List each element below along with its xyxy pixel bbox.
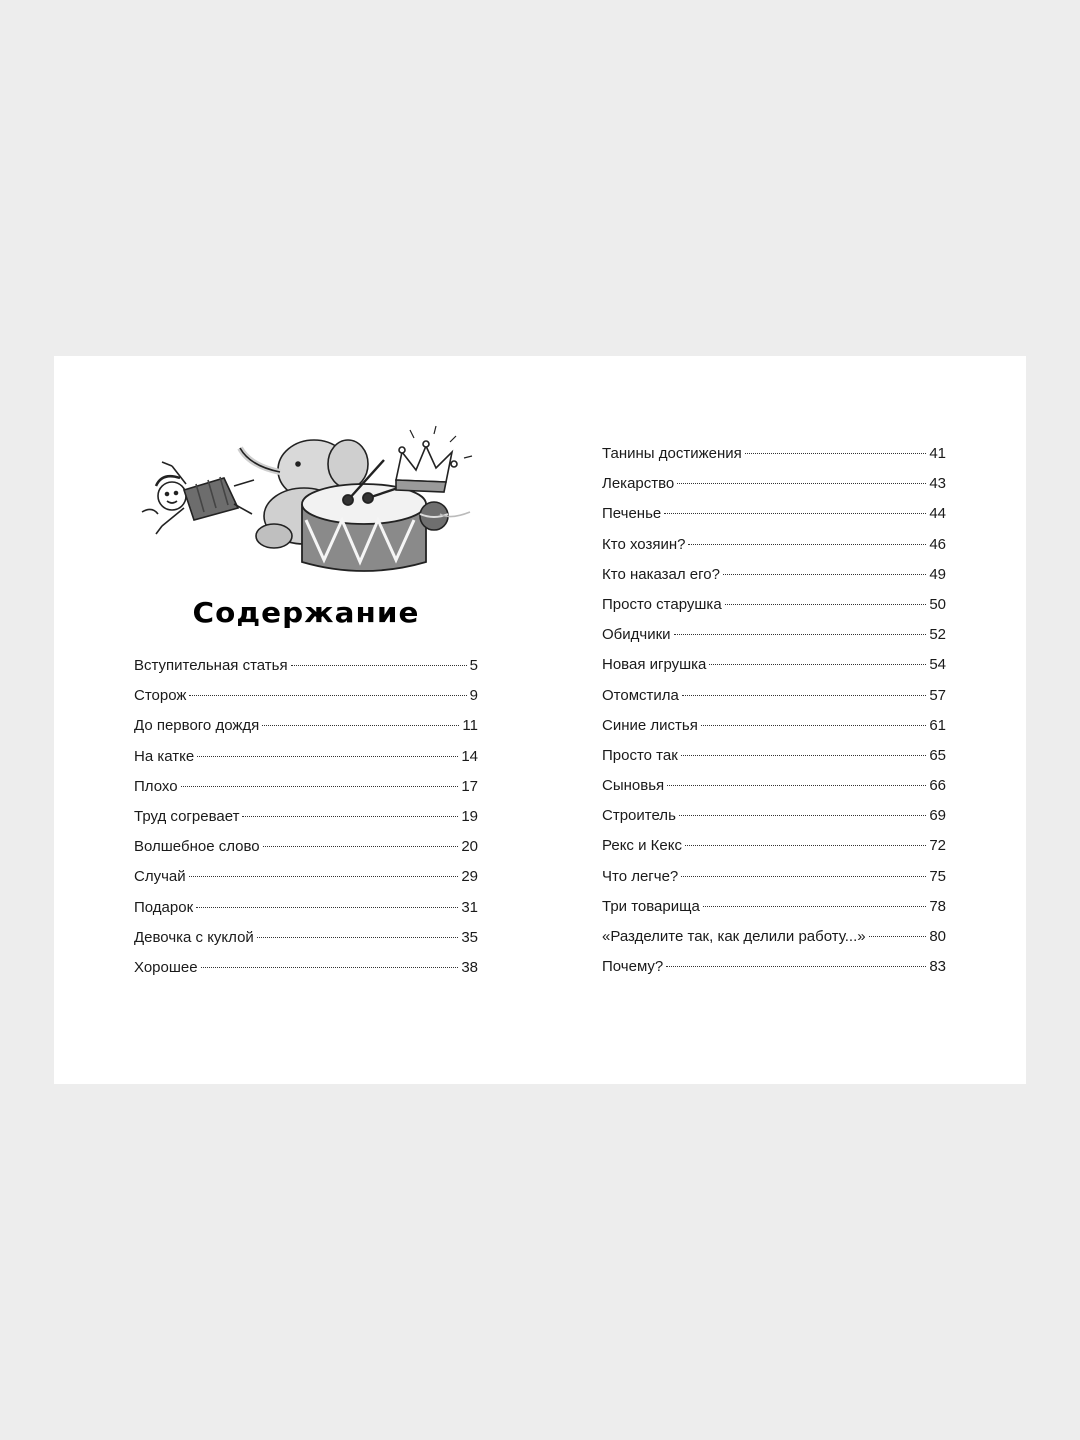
dot-leader [723,574,926,575]
toc-entry-title: Просто так [602,746,678,764]
toc-entry-page: 46 [929,535,946,553]
dot-leader [667,785,926,786]
dot-leader [725,604,927,605]
dot-leader [679,815,926,816]
toc-entry-page: 52 [929,626,946,644]
toc-entry [134,866,478,896]
toc-entry-title: Сыновья [602,777,665,795]
toc-entry-title: Кто хозяин? [602,535,686,553]
toc-entry-title: «Разделите так, как делили работу...» [602,928,866,945]
dot-leader [257,937,459,938]
toc-entry [134,746,478,776]
toc-entry-page: 17 [461,777,478,795]
dot-leader [196,907,458,908]
toc-entry-title: Труд согревает [134,807,240,825]
toc-entry [602,654,946,684]
toc-entry-page: 41 [929,445,946,462]
toc-entry-page: 83 [929,958,946,976]
toc-entry-title: Отомстила [602,686,679,704]
toc-entry [602,594,946,624]
toc-entry-title: Сторож [134,687,187,705]
toc-entry [602,715,946,745]
dot-leader [688,544,926,545]
dot-leader [709,664,926,665]
toc-entry [134,806,478,836]
dot-leader [262,725,459,726]
toc-entry-page: 5 [469,657,478,674]
toys-illustration [134,424,478,574]
dot-leader [189,876,459,877]
toc-entry [602,896,946,926]
dot-leader [681,755,927,756]
toc-entry-page: 75 [929,867,946,885]
toc-entry-title: Рекс и Кекс [602,837,682,855]
dot-leader [674,634,927,635]
toc-entry-title: Печенье [602,505,662,523]
toc-entry-page: 65 [929,746,946,764]
toc-entry [602,564,946,594]
toc-entry-title: До первого дождя [134,717,260,735]
toc-entry-title: Новая игрушка [602,656,707,674]
dot-leader [869,936,927,937]
toc-entry-page: 78 [929,897,946,915]
dot-leader [201,967,459,968]
toc-entry-title: Просто старушка [602,595,722,613]
toc-right-column [602,443,946,986]
toc-entry-page: 50 [929,595,946,613]
toc-entry-page: 19 [461,807,478,825]
dot-leader [242,816,458,817]
toc-entry [134,685,478,715]
ball-figure [420,502,470,530]
dot-leader [664,513,926,514]
toc-entry-title: Что легче? [602,867,679,885]
dot-leader [666,966,926,967]
toc-left-column [134,655,478,987]
toc-entry [602,503,946,533]
dot-leader [291,665,467,666]
dot-leader [189,695,466,696]
toc-entry-title: На катке [134,747,195,765]
dot-leader [181,786,459,787]
toc-entry [602,443,946,473]
toc-entry-page: 49 [929,565,946,583]
toc-entry-page: 69 [929,807,946,825]
toc-entry [134,927,478,957]
toc-entry-page: 29 [461,868,478,886]
toc-entry-page: 57 [929,686,946,704]
toc-entry-page: 44 [929,505,946,523]
toc-entry [602,926,946,956]
toc-entry [602,775,946,805]
toc-entry [602,624,946,654]
toc-entry-title: Три товарища [602,897,700,915]
toc-entry-page: 72 [929,837,946,855]
toc-entry-page: 61 [929,716,946,734]
dot-leader [681,876,926,877]
toc-entry [134,897,478,927]
doll-figure [142,462,254,534]
toc-entry [602,866,946,896]
toc-entry-title: Лекарство [602,475,675,493]
dot-leader [682,695,926,696]
toc-entry [602,685,946,715]
toc-entry [134,715,478,745]
toc-entry-title: Случай [134,868,186,886]
dot-leader [677,483,926,484]
toc-entry [602,956,946,986]
toc-entry-title: Кто наказал его? [602,565,720,583]
dot-leader [263,846,459,847]
toc-entry [602,745,946,775]
toc-entry-title: Волшебное слово [134,838,260,856]
toc-entry-page: 11 [462,717,478,735]
toc-entry-page: 80 [929,928,946,945]
toc-entry [602,534,946,564]
crown-figure [396,426,472,492]
toc-entry-page: 38 [461,958,478,976]
toc-entry [134,655,478,685]
toc-entry-page: 35 [461,928,478,946]
toc-entry-page: 31 [461,898,478,916]
toc-entry-page: 14 [461,747,478,765]
toc-entry-title: Танины достижения [602,445,742,462]
toc-entry-page: 9 [469,687,478,705]
toc-entry-title: Строитель [602,807,676,825]
toc-entry-title: Вступительная статья [134,657,288,674]
toc-entry-title: Хорошее [134,958,198,976]
page-title: Содержание [192,596,420,629]
dot-leader [745,453,927,454]
toc-entry-page: 43 [929,475,946,493]
toc-entry [602,473,946,503]
toc-entry-title: Почему? [602,958,664,976]
toc-entry-title: Обидчики [602,626,671,644]
toc-entry-title: Синие листья [602,716,698,734]
toc-entry [134,776,478,806]
toc-entry-page: 20 [461,838,478,856]
toc-entry-page: 66 [929,777,946,795]
toc-entry-title: Плохо [134,777,178,795]
toc-entry [602,835,946,865]
toc-entry [134,957,478,987]
toc-entry [134,836,478,866]
toc-entry-page: 54 [929,656,946,674]
dot-leader [703,906,927,907]
dot-leader [701,725,926,726]
toc-entry-title: Подарок [134,898,194,916]
dot-leader [685,845,926,846]
toc-entry-title: Девочка с куклой [134,928,254,946]
toc-entry [602,805,946,835]
dot-leader [197,756,458,757]
